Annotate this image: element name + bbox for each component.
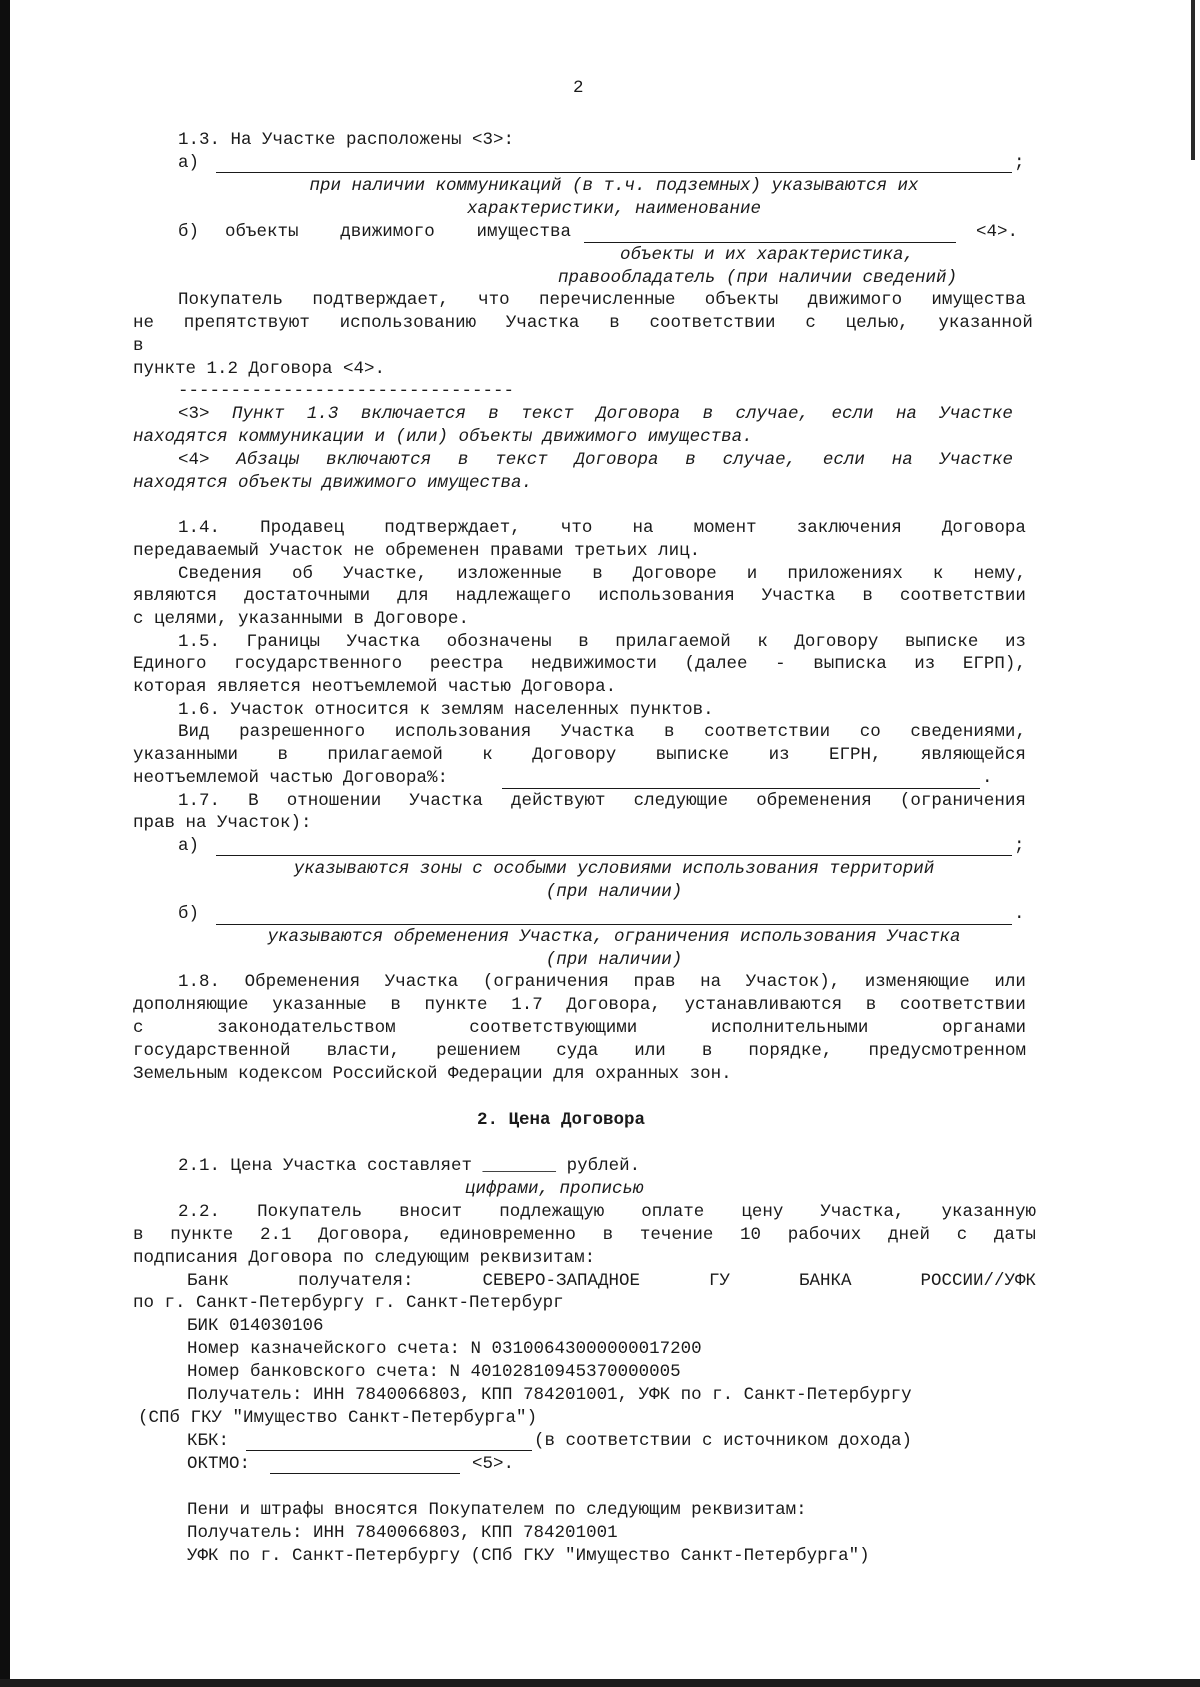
scan-edge-left — [0, 0, 10, 1687]
clause-1-6-end: . — [982, 768, 993, 788]
paragraph-line: пункте 1.2 Договора <4>. — [133, 359, 386, 379]
blank-line — [246, 1450, 532, 1451]
scan-edge-right — [1191, 0, 1195, 160]
clause-1-4: 1.4. Продавец подтверждает, что на момент заключения Договора — [178, 518, 1026, 538]
section-2-heading: 2. Цена Договора — [477, 1110, 646, 1130]
clause-1-6: 1.6. Участок относится к землям населенных пунктов. — [178, 700, 714, 720]
fines-recipient: УФК по г. Санкт-Петербургу (СПб ГКУ "Имущество Санкт-Петербурга") — [187, 1546, 870, 1566]
clause-1-7-b-hint: (при наличии) — [545, 950, 683, 970]
paragraph-line: Покупатель подтверждает, что перечисленные объекты движимого имущества — [178, 290, 1026, 310]
clause-1-4: передаваемый Участок не обременен правами третьих лиц. — [133, 541, 701, 561]
clause-1-6: неотъемлемой частью Договора%: — [133, 768, 449, 788]
clause-1-7-a-end: ; — [1014, 836, 1025, 856]
recipient: Получатель: ИНН 7840066803, КПП 784201001, УФК по г. Санкт-Петербургу — [187, 1385, 912, 1405]
clause-1-7-a-label: а) — [178, 836, 200, 856]
clause-1-7-b-hint: указываются обременения Участка, ограничения использования Участка — [267, 927, 961, 947]
clause-1-3-title: 1.3. На Участке расположены <3>: — [178, 130, 515, 150]
clause-1-5: 1.5. Границы Участка обозначены в прилагаемой к Договору выписке из — [178, 632, 1026, 652]
fines-recipient: Получатель: ИНН 7840066803, КПП 784201001 — [187, 1523, 618, 1543]
clause-1-3-a-end: ; — [1014, 153, 1025, 173]
clause-1-4: с целями, указанными в Договоре. — [133, 609, 470, 629]
kbk-label: КБК: — [187, 1431, 230, 1451]
clause-2-2: подписания Договора по следующим реквизитам: — [133, 1248, 596, 1268]
treasury-account: Номер казначейского счета: N 03100643000000017200 — [187, 1339, 702, 1359]
clause-1-8: 1.8. Обременения Участка (ограничения прав на Участок), изменяющие или — [178, 972, 1026, 992]
oktmo-note: <5>. — [472, 1454, 515, 1474]
clause-1-6: указанными в прилагаемой к Договору выписке из ЕГРН, являющейся — [133, 745, 1026, 765]
clause-2-1: 2.1. Цена Участка составляет _______ рублей. — [178, 1156, 641, 1176]
footnote-4: находятся объекты движимого имущества. — [133, 473, 533, 493]
paragraph-line: в — [133, 336, 144, 356]
footnote-3: находятся коммуникации и (или) объекты движимого имущества. — [133, 427, 753, 447]
kbk-note: (в соответствии с источником дохода) — [534, 1431, 913, 1451]
paragraph-line: не препятствуют использованию Участка в соответствии с целью, указанной — [133, 313, 1033, 333]
clause-1-5: Единого государственного реестра недвижимости (далее - выписка из ЕГРП), — [133, 654, 1026, 674]
page-number: 2 — [573, 78, 584, 98]
clause-2-2: в пункте 2.1 Договора, единовременно в течение 10 рабочих дней с даты — [133, 1225, 1036, 1245]
clause-2-1-hint: цифрами, прописью — [465, 1179, 644, 1199]
clause-1-3-a-hint: при наличии коммуникаций (в т.ч. подземных) указываются их — [309, 176, 919, 196]
bik: БИК 014030106 — [187, 1316, 324, 1336]
blank-line — [584, 242, 956, 243]
clause-1-7-b-end: . — [1014, 904, 1025, 924]
clause-1-3-a-hint: характеристики, наименование — [466, 199, 762, 219]
clause-1-3-b-hint: правообладатель (при наличии сведений) — [558, 268, 958, 288]
blank-line — [216, 924, 1012, 925]
clause-1-6: Вид разрешенного использования Участка в соответствии со сведениями, — [178, 722, 1026, 742]
clause-1-8: с законодательством соответствующими исполнительными органами — [133, 1018, 1026, 1038]
clause-1-3-b-text: объекты движимого имущества — [225, 222, 571, 242]
clause-1-5: которая является неотъемлемой частью Договора. — [133, 677, 617, 697]
blank-line — [270, 1473, 460, 1474]
clause-1-8: Земельным кодексом Российской Федерации для охранных зон. — [133, 1064, 732, 1084]
blank-line — [216, 855, 1012, 856]
clause-2-2: 2.2. Покупатель вносит подлежащую оплате цену Участка, указанную — [178, 1202, 1036, 1222]
footnote-4: <4> Абзацы включаются в текст Договора в случае, если на Участке — [178, 450, 1013, 470]
footnote-3: <3> Пункт 1.3 включается в текст Договора в случае, если на Участке — [178, 404, 1013, 424]
clause-1-3-b-end: <4>. — [976, 222, 1019, 242]
fines-text: Пени и штрафы вносятся Покупателем по следующим реквизитам: — [187, 1500, 807, 1520]
clause-1-8: государственной власти, решением суда или в порядке, предусмотренном — [133, 1041, 1026, 1061]
clause-1-7-b-label: б) — [178, 904, 200, 924]
bank-name: Банк получателя: СЕВЕРО-ЗАПАДНОЕ ГУ БАНКА РОССИИ//УФК — [187, 1271, 1036, 1291]
footnote-separator: -------------------------------- — [178, 381, 515, 401]
blank-line — [502, 788, 980, 789]
clause-1-7-a-hint: указываются зоны с особыми условиями использования территорий — [293, 859, 935, 879]
oktmo-label: ОКТМО: — [187, 1454, 251, 1474]
clause-1-7: 1.7. В отношении Участка действуют следующие обременения (ограничения — [178, 791, 1026, 811]
bank-name: по г. Санкт-Петербургу г. Санкт-Петербург — [133, 1293, 564, 1313]
clause-1-7: прав на Участок): — [133, 813, 312, 833]
bank-account: Номер банковского счета: N 40102810945370000005 — [187, 1362, 681, 1382]
clause-1-3-b-label: б) — [178, 222, 200, 242]
clause-1-3-a-label: а) — [178, 153, 200, 173]
recipient: (СПб ГКУ "Имущество Санкт-Петербурга") — [138, 1408, 538, 1428]
clause-1-4: Сведения об Участке, изложенные в Договоре и приложениях к нему, — [178, 564, 1026, 584]
clause-1-8: дополняющие указанные в пункте 1.7 Договора, устанавливаются в соответствии — [133, 995, 1026, 1015]
scan-edge-bottom — [0, 1679, 1200, 1687]
blank-line — [216, 172, 1012, 173]
clause-1-7-a-hint: (при наличии) — [545, 882, 683, 902]
clause-1-4: являются достаточными для надлежащего использования Участка в соответствии — [133, 586, 1026, 606]
clause-1-3-b-hint: объекты и их характеристика, — [620, 245, 915, 265]
